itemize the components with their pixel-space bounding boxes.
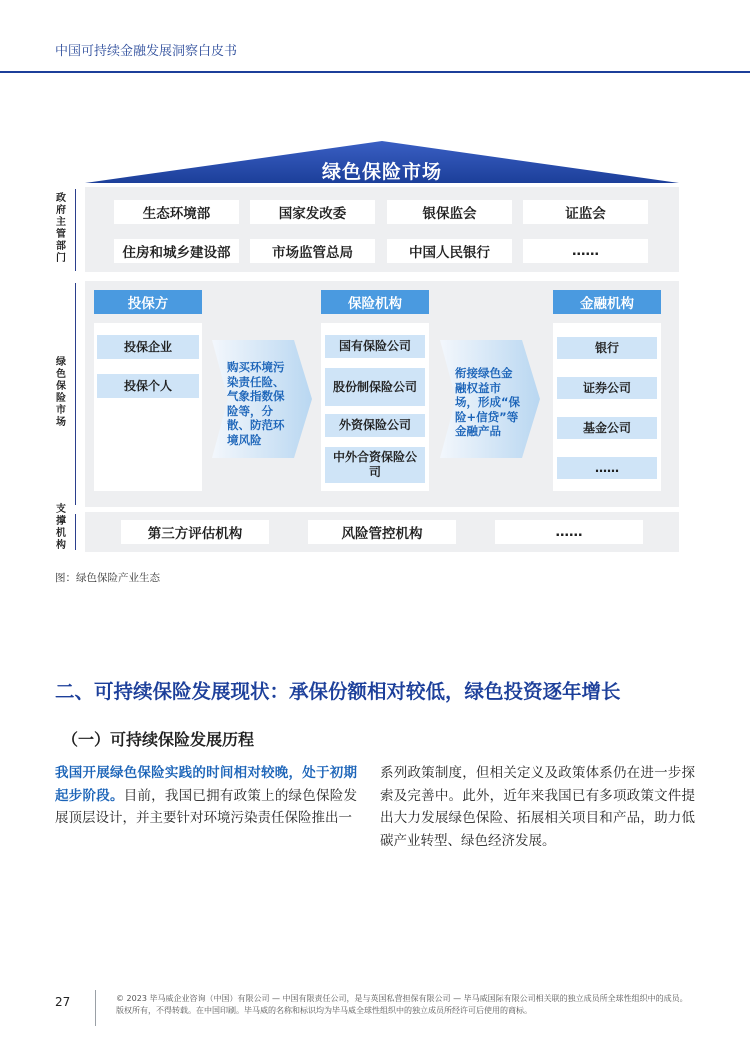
page-number: 27 <box>55 995 71 1009</box>
buyers-item: 投保个人 <box>97 374 199 398</box>
insurers-item: 国有保险公司 <box>325 335 425 358</box>
flow-arrow-text: 衔接绿色金融权益市场，形成“保险+信贷”等金融产品 <box>455 366 521 438</box>
gov-cell: 证监会 <box>523 200 648 224</box>
footer-line: 版权所有，不得转载。在中国印刷。毕马威的名称和标识均为毕马威全球性组织中的独立成员所经许可后使用的商标。 <box>116 1006 532 1015</box>
insurers-column-title: 保险机构 <box>321 290 429 314</box>
insurers-item: 股份制保险公司 <box>325 368 425 406</box>
support-cell: 第三方评估机构 <box>121 520 269 544</box>
buyers-item: 投保企业 <box>97 335 199 359</box>
body-paragraph-left <box>55 762 357 830</box>
header-divider <box>0 71 750 73</box>
support-side-label: 支撑机构 <box>56 504 66 551</box>
gov-cell: …… <box>523 239 648 263</box>
roof-title: 绿色保险市场 <box>321 161 442 183</box>
gov-side-bracket <box>75 189 79 271</box>
footer-copyright <box>116 993 716 1017</box>
gov-cell: 住房和城乡建设部 <box>114 239 239 263</box>
financial-item: 证券公司 <box>557 377 657 399</box>
body-paragraph-right <box>380 762 695 852</box>
document-header-title: 中国可持续金融发展洞察白皮书 <box>55 44 238 59</box>
market-side-bracket <box>75 283 79 505</box>
gov-cell: 国家发改委 <box>250 200 375 224</box>
buyers-column-title: 投保方 <box>94 290 202 314</box>
figure-caption: 图：绿色保险产业生态 <box>55 572 160 584</box>
insurers-item: 中外合资保险公司 <box>325 447 425 483</box>
body-text: 目前，我国已拥有政策上的绿色保险发展顶层设计，并主要针对环境污染责任保险推出一 <box>55 787 358 826</box>
market-side-label: 绿色保险市场 <box>56 357 66 428</box>
financial-column-title: 金融机构 <box>553 290 661 314</box>
footer-divider <box>95 990 96 1026</box>
gov-cell: 银保监会 <box>387 200 512 224</box>
subsection-heading: （一）可持续保险发展历程 <box>62 730 255 749</box>
highlight-text: 我国开展绿色保险实践的时间相对较晚，处于初期起步阶段。 <box>55 765 357 804</box>
insurers-item: 外资保险公司 <box>325 414 425 437</box>
flow-arrow-text: 购买环境污染责任险、气象指数保险等，分散、防范环境风险 <box>227 360 285 447</box>
financial-item: …… <box>557 457 657 479</box>
gov-side-label: 政府主管部门 <box>56 193 66 264</box>
support-side-bracket <box>75 514 79 550</box>
financial-item: 银行 <box>557 337 657 359</box>
financial-item: 基金公司 <box>557 417 657 439</box>
footer-line: © 2023 毕马威企业咨询（中国）有限公司 — 中国有限责任公司，是与英国私营担保有限公司 — 毕马威国际有限公司相关联的独立成员所全球性组织中的成员。 <box>116 994 688 1003</box>
gov-cell: 生态环境部 <box>114 200 239 224</box>
support-cell: …… <box>495 520 643 544</box>
body-text: 系列政策制度，但相关定义及政策体系仍在进一步探索及完善中。此外，近年来我国已有多项政策文件提出大力发展绿色保险、拓展相关项目和产品，助力低碳产业转型、绿色经济发展。 <box>380 765 695 849</box>
gov-cell: 市场监管总局 <box>250 239 375 263</box>
section-heading: 二、可持续保险发展现状：承保份额相对较低，绿色投资逐年增长 <box>55 680 621 703</box>
gov-cell: 中国人民银行 <box>387 239 512 263</box>
support-cell: 风险管控机构 <box>308 520 456 544</box>
